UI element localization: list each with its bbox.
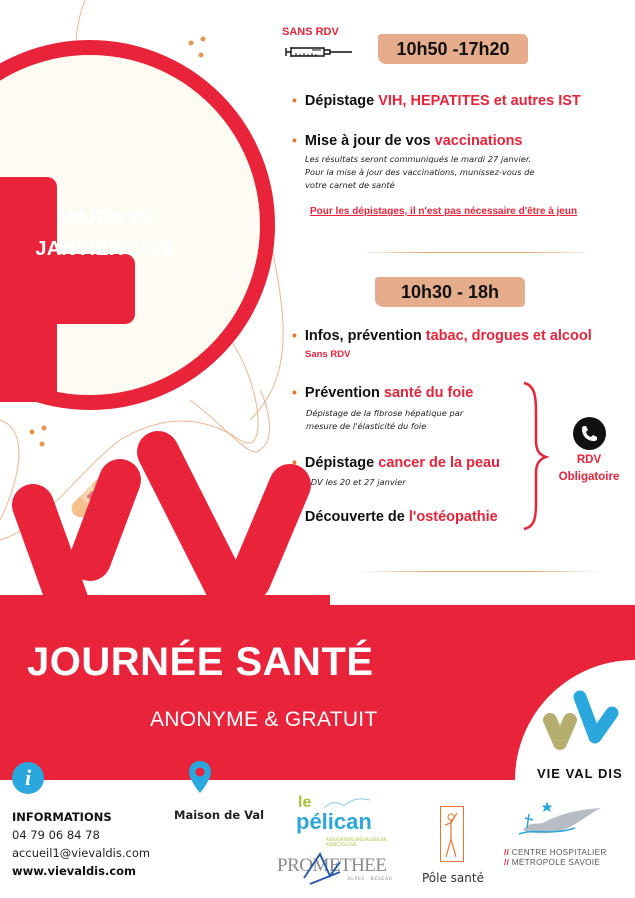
skin-cancer-note: RDV les 20 et 27 janvier <box>305 477 406 487</box>
promethee-subtitle: ALPES · RESEAU <box>347 877 393 882</box>
session2-time-badge: 10h30 - 18h <box>375 277 525 307</box>
item-vaccinations: • Mise à jour de vos vaccinations <box>292 132 523 149</box>
info-icon: i <box>12 762 44 794</box>
liver-note: Dépistage de la fibrose hépatique par mesure de l'élasticité du foie <box>306 408 464 431</box>
email-link[interactable]: accueil1@vievaldis.com <box>12 846 151 860</box>
item-skin-cancer: • Dépistage cancer de la peau <box>292 454 500 471</box>
pelican-logo: pélican <box>296 809 372 834</box>
map-pin-icon <box>188 760 212 794</box>
phone-icon <box>573 417 606 450</box>
item-hiv-screening: • Dépistage VIH, HEPATITES et autres IST <box>292 92 581 109</box>
event-subtitle: ANONYME & GRATUIT <box>150 708 378 731</box>
event-date: MARDI 20 JANVIER 2026 <box>35 207 175 260</box>
pole-sante-logo: Pôle santé <box>422 871 484 885</box>
item-tobacco-prevention: • Infos, prévention tabac, drogues et alcool <box>292 327 592 344</box>
info-title: INFORMATIONS <box>12 810 112 824</box>
event-title: JOURNÉE SANTÉ <box>27 640 374 684</box>
fasting-warning: Pour les dépistages, il n'est pas nécessaire d'être à jeun <box>310 206 578 217</box>
appointment-required: RDV Obligatoire <box>558 454 620 483</box>
contact-info <box>12 808 150 880</box>
divider-2 <box>360 571 600 572</box>
item-osteopathy: • Découverte de l'ostéopathie <box>292 508 498 525</box>
brand-name: VIE VAL DIS <box>537 766 623 781</box>
walk-in-label: SANS RDV <box>282 26 339 38</box>
divider-1 <box>355 252 595 253</box>
red-wave-decoration <box>0 430 330 610</box>
chms-logo-icon <box>515 800 605 842</box>
session1-time-badge: 10h50 -17h20 <box>378 34 528 64</box>
phone-number[interactable]: 04 79 06 84 78 <box>12 828 100 842</box>
pole-sante-figure-icon <box>440 806 464 862</box>
location-name: Maison de Val <box>174 808 265 822</box>
promethee-mark-icon <box>300 848 350 888</box>
website-link[interactable]: www.vievaldis.com <box>12 864 137 878</box>
pelican-birds-icon <box>322 796 372 810</box>
pelican-logo-prefix: le <box>298 794 312 811</box>
pelican-subtitle: ASSOCIATION SPÉCIALISÉE EN ADDICTOLOGIE <box>326 837 387 847</box>
curly-brace <box>520 381 550 531</box>
syringe-icon <box>284 43 354 61</box>
promethee-logo: PROMETHEE <box>277 855 387 876</box>
walk-in-note: Sans RDV <box>305 349 351 360</box>
chms-logo: // CENTRE HOSPITALIER // MÉTROPOLE SAVOIE <box>504 848 607 867</box>
vie-val-dis-logo-icon <box>540 685 620 755</box>
item-liver-health: • Prévention santé du foie <box>292 384 474 401</box>
vaccination-note: Les résultats seront communiqués le mardi 27 janvier. Pour la mise à jour des vaccinations, munissez-vous de votre carnet de santé <box>305 154 535 190</box>
